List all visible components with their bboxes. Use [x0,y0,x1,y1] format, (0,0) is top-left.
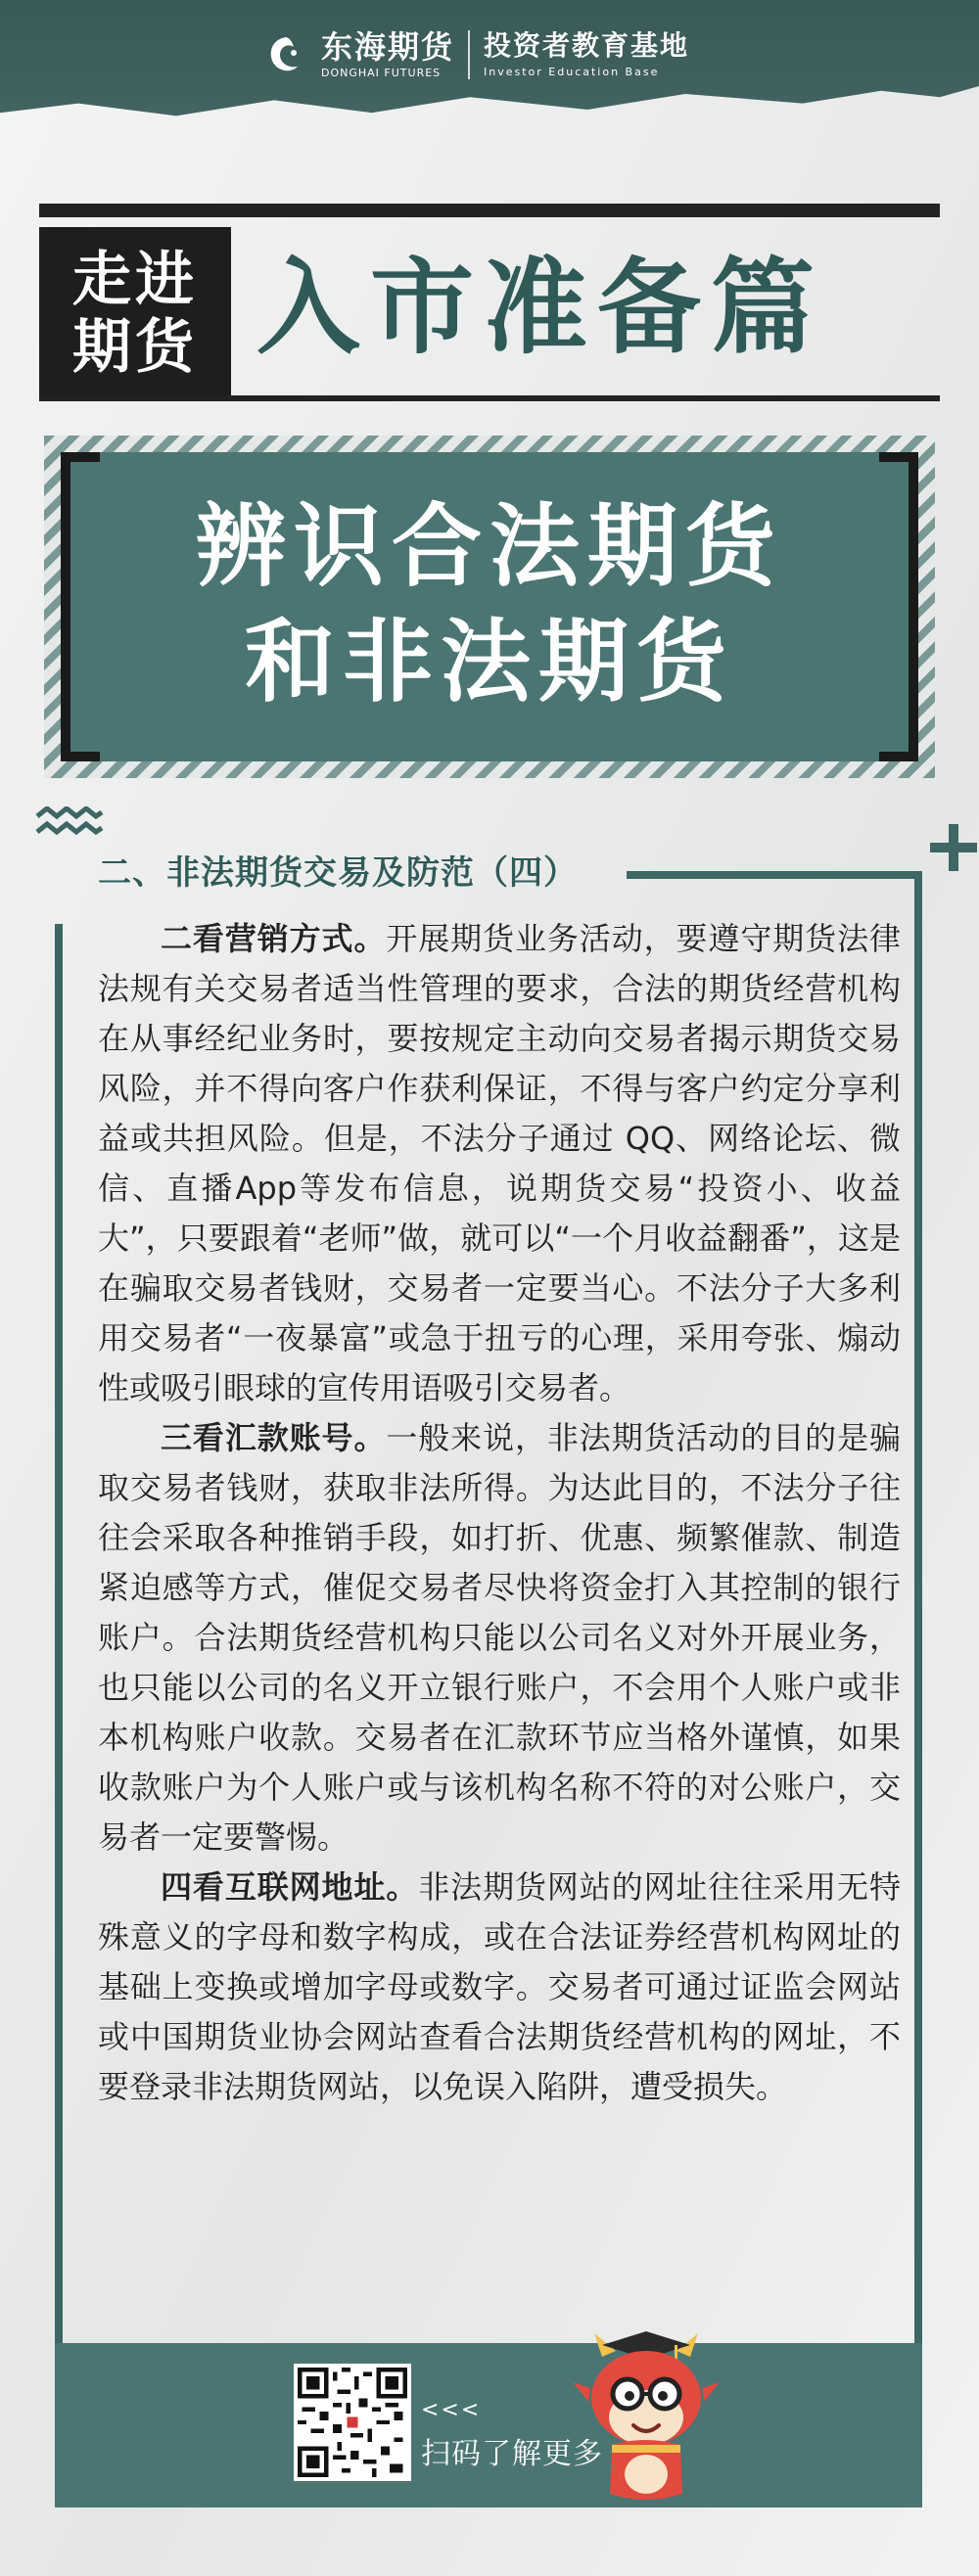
edu-base-en: Investor Education Base [484,65,660,78]
content-frame-right [914,871,922,2343]
dragon-logo-icon [264,33,307,76]
section-heading: 二、非法期货交易及防范（四） [98,853,578,893]
header-bar-bottom [39,395,940,401]
content-frame-top [627,871,922,879]
topic-title-line1: 辨识合法期货 [195,494,783,599]
brand-name-cn: 东海期货 [321,27,455,66]
paragraph-lead: 二看营销方式。 [161,920,387,957]
qr-code-icon[interactable] [294,2364,411,2481]
paragraph-website [98,1863,901,2112]
paragraph-text: 非法期货网站的网址往往采用无特殊意义的字母和数字构成，或在合法证券经营机构网址的基础上变换或增加字母或数字。交易者可通过证监会网站或中国期货业协会网站查看合法期货经营机构的网址，不要登录非法期货网站，以免误入陷阱，遭受损失。 [98,1868,901,2105]
zigzag-icon [35,806,104,850]
header-bar-top [39,204,940,217]
brand-name-en: DONGHAI FUTURES [321,66,442,79]
article-body [98,914,901,2112]
paragraph-text: 开展期货业务活动，要遵守期货法律法规有关交易者适当性管理的要求，合法的期货经营机构在从事经纪业务时，要按规定主动向交易者揭示期货交易风险，并不得向客户作获利保证，不得与客户约定分享利益或共担风险。但是，不法分子通过 QQ、网络论坛、微信、直播App等发布信息，说期货交易“投资小、收益大”，只要跟着“老师”做，就可以“一个月收益翻番”，这是在骗取交易者钱财，交易者一定要当心。不法分子大多利用交易者“一夜暴富”或急于扭亏的心理，采用夸张、煽动性或吸引眼球的宣传用语吸引交易者。 [98,920,901,1406]
series-tag-line1: 走进 [72,246,198,314]
topic-title-line2: 和非法期货 [244,609,734,714]
topic-title [61,489,918,720]
series-tag-line2: 期货 [72,313,198,382]
paragraph-marketing [98,914,901,1413]
series-tag [39,227,231,401]
paragraph-lead: 四看互联网地址。 [161,1868,419,1906]
paragraph-text: 一般来说，非法期货活动的目的是骗取交易者钱财，获取非法所得。为达此目的，不法分子往往会采取各种推销手段，如打折、优惠、频繁催款、制造紧迫感等方式，催促交易者尽快将资金打入其控制的银行账户。合法期货经营机构只能以公司名义对外开展业务，也只能以公司的名义开立银行账户，不会用个人账户或非本机构账户收款。交易者在汇款环节应当格外谨慎，如果收款账户为个人账户或与该机构名称不符的对公账户，交易者一定要警惕。 [98,1419,901,1856]
edu-base [484,28,690,78]
dragon-mascot-icon [573,2327,720,2513]
edu-base-cn: 投资者教育基地 [484,28,690,62]
scan-label: 扫码了解更多 [421,2437,603,2471]
brand-name [321,27,455,79]
footer-bar [55,2343,922,2507]
paragraph-remittance [98,1413,901,1863]
series-title: 入市准备篇 [256,248,824,368]
paragraph-lead: 三看汇款账号。 [161,1419,387,1456]
brand-divider [468,30,470,79]
plus-icon [930,824,977,871]
content-frame-left [55,924,63,2343]
brand-header [264,25,689,84]
scan-arrows: <<< [421,2398,482,2422]
